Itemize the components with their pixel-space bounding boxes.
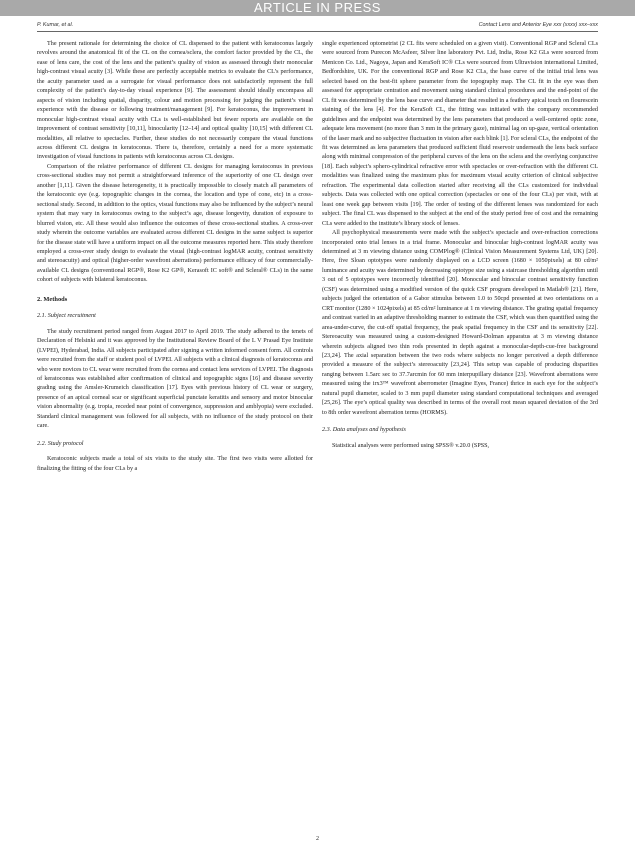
running-header-authors: P. Kumar, et al.: [37, 22, 74, 28]
protocol-paragraph-start: Keratoconic subjects made a total of six visits to the study site. The first two visits were allotted for finalizing the fitting of the four CLs by a: [37, 456, 313, 472]
intro-paragraph-1: The present rationale for determining the choice of CL dispensed to the patient with keratoconus largely revolves around the anatomical fit of the CL on the cornea/sclera, the comfort factor provided by the CL, the ease of lens care, the cost of the lens and the patient’s quality of vision as assessed through their monocular high-contrast visual acuity [3]. While these are perfectly acceptable metrics to evaluate the CL’s performance, the acuity parameter used as a surrogate for visual performance does not satisfactorily represent the full complexity of the patient’s day-to-day visual experience [9]. The assessment should ideally encompass all aspects of vision including spatial, disparity, colour and motion processing for judging the patient’s visual experience with the disease or following treatment/management [9]. For keratoconus, the improvement in monocular high-contrast visual acuity with CLs is well-established but fewer reports are available on the improvement of contrast sensitivity [10,11], binocularity [12–14] and optical quality [10,15] with different CL modalities, all relative to spectacles. Further, these studies do not necessarily compare the visual functions across different CL designs in keratoconus. There is, therefore, certainly a need for a more systematic investigation of visual functions in patients with keratoconus across CL designs.: [37, 41, 313, 161]
subsection-heading-protocol: 2.2. Study protocol: [37, 440, 84, 447]
subsection-heading-analysis: 2.3. Data analyses and hypothesis: [322, 427, 406, 434]
header-rule: [37, 31, 598, 32]
left-column: [37, 40, 313, 474]
subsection-heading-recruitment: 2.1. Subject recruitment: [37, 313, 96, 320]
page-number: 2: [316, 836, 319, 842]
article-in-press-banner: ARTICLE IN PRESS: [0, 0, 635, 16]
protocol-paragraph-cont: single experienced optometrist (2 CL fits were scheduled on a given visit). Conventional RGP and Scleral CLs were sourced from Purecon McAsfeer, Silver line laboratory Pvt. Ltd, India, Rose K2 GLs were sourced from Menicon Co. Ltd., Nagoya, Japan and KeraSoft IC® CLs were sourced from Ultravision international Limited, Bedfordshire, UK. For the conventional RGP and Rose K2 CLs, the base curve of the initial trial lens was selected based on the best-fit sphere parameter from the topography map. The CL fit in the eye was then assessed for appropriate centration and movement using standard clinical procedures and the end-point of the CL fit was determined by the lens base curve and diameter that resulted in a feathery apical touch on flourescein staining of the lens [4]. For the KeraSoft CL, the fitting was initiated with the company recommended guidelines and the endpoint was determined by the lens parameters that produced a well-centered optic zone, adequate lens movement (no more than 3 mm in the primary gaze), minimal lag on up-gaze, vertical orientation of the laser mark and no subjective fluctuation in vision after each blink [1]. For scleral CLs, the endpoint of the fit was determined as lens parameters that produced sufficient fluid reservoir underneath the lens back surface along with minimal compression of the peripheral curves of the lens on the sclera and the overlying conjunctive [18]. Each subject’s sphero-cylindrical refractive error with spectacles or over-refraction with the different CL modalities was finalized using the maximum plus for maximum visual acuity criterion of clinical subjective refraction. The experimental data collection started after receiving all the CLs customized for individual subjects. Data was collected with one optical correction (spectacles or one of the four CLs) per visit, with at least one week gap between visits [19]. The order of testing of the different lenses was randomized for each subject. The final CL was dispensed to the subject at the end of the study period free of cost and the remaining CLs were added to the institute’s library stock of lenses.: [322, 41, 598, 227]
section-heading-methods: 2. Methods: [37, 295, 68, 303]
intro-paragraph-2: Comparison of the relative performance of different CL designs for managing keratoconus in previous cross-sectional studies may not permit a straightforward inference of the superiority of one CL design over another [1,11]. Given the disease heterogeneity, it is practically impossible to closely match all parameters of the keratoconic eye (e.g. topographic changes in the cornea, the location and type of cone, etc) in a cross-sectional study. Second, in addition to the optics, visual functions may also be influenced by the subject’s neural system that may vary in keratoconus owing to the subject’s age, disease longevity, duration of exposure to blurred vision, etc. All these would also influence the outcomes of these cross-sectional studies. A cross-over study wherein the outcome variables are evaluated across different CL designs in the same subject is superior for the disease state will have a uniform impact on all the outcome measures reported here. This study therefore employed a cross-over study design to evaluate the visual (high-contrast logMAR acuity, contrast sensitivity and stereoacuity) and optical (higher-order wavefront aberrations) performance efficacy of four commercially-available CL designs (conventional RGP®, Rose K2 GP®, Kerasoft IC soft® and Scleral® CLs) in the same cohort of subjects with bilateral keratoconus.: [37, 163, 313, 284]
analysis-paragraph-start: Statistical analyses were performed using SPSS® v.20.0 (SPSS,: [332, 442, 490, 449]
running-header-journal: Contact Lens and Anterior Eye xxx (xxxx) xxx–xxx: [478, 22, 598, 28]
recruitment-paragraph: The study recruitment period ranged from August 2017 to April 2019. The study adhered to the tenets of Declaration of Helsinki and it was approved by the Institutional Review Board of the L V Prasad Eye Institute (LVPEI), Hyderabad, India. All subjects participated after signing a written informed consent form. All controls were recruited from the staff or student pool of LVPEI. All subjects with a clinical diagnosis of keratoconus and who were novices to CL wear were recruited from the cornea and contact lens services of LVPEI. The diagnosis of keratoconus was established after confirmation of clinical and topographic signs [16] and disease severity grading using the Amsler-Krumeich classification [17]. Eyes with previous history of CL wear or surgery, presence of an apical corneal scar or significant superficial punctate keratitis and sensory and motor binocular vision abnormality (e.g. tropia, receded near point of convergence, suppression and amblyopia) were excluded. Standard clinical management was followed for all subjects, with no influence of the study protocol on their care.: [37, 328, 313, 430]
measurements-paragraph: All psychophysical measurements were made with the subject’s spectacle and over-refraction corrections incorporated onto trial lenses in a trial frame. Monocular and binocular high-contrast logMAR acuity was determined at 3 m viewing distance using COMPlog® (Clinical Vision Measurement Systems Ltd, UK) [20]. Here, five Sloan optotypes were randomly displayed on a LCD screen (1680 × 1050pixels) at 80 cd/m² luminance and acuity was determined by decreasing optotype size using a staircase thresholding algorithm until 3 out of 5 optotypes were incorrectly identified [20]. Monocular and binocular contrast sensitivity function (CSF) was determined using a modified version of the quick CSF program developed in Matlab® [21]. Here, subjects judged the orientation of a Gabor stimulus between 1.0 to 50cpd presented at two orientations on a CRT monitor (1280 × 1024pixels) at 85 cd/m² luminance at 1 m viewing distance. The grating spatial frequency and contrast varied in an adaptive thresholding manner to estimate the CSF, which was then quantified using the area-under-curve, the cut-off spatial frequency, the peak spatial frequency in the CSF and its sensitivity [22]. Stereoacuity was measured using a custom-designed Howard-Dolman apparatus at 3 m viewing distance wherein subjects aligned two thin rods presented in depth against a monocular-depth-cue-free background [23,24]. The axial separation between the two rods where subjects no longer perceived a depth difference provided a measure of the subject’s stereoacuity [23,24]. This setup was capable of producing disparities ranging between 1.5arc sec to 37.7arcmin for 60 mm interpupillary distance [23]. Wavefront aberrations were measured using the irx3™ wavefront aberrometer (Imagine Eyes, France) thrice in each eye for the subject’s natural pupil diameter, scaled to 3 mm pupil diameter using standard computational techniques and averaged [25,26]. The eye’s optical quality was described in terms of the overall root mean squared deviation of the 3rd to 8th order wavefront aberration terms (HORMS).: [322, 230, 598, 416]
right-column: [322, 40, 598, 451]
